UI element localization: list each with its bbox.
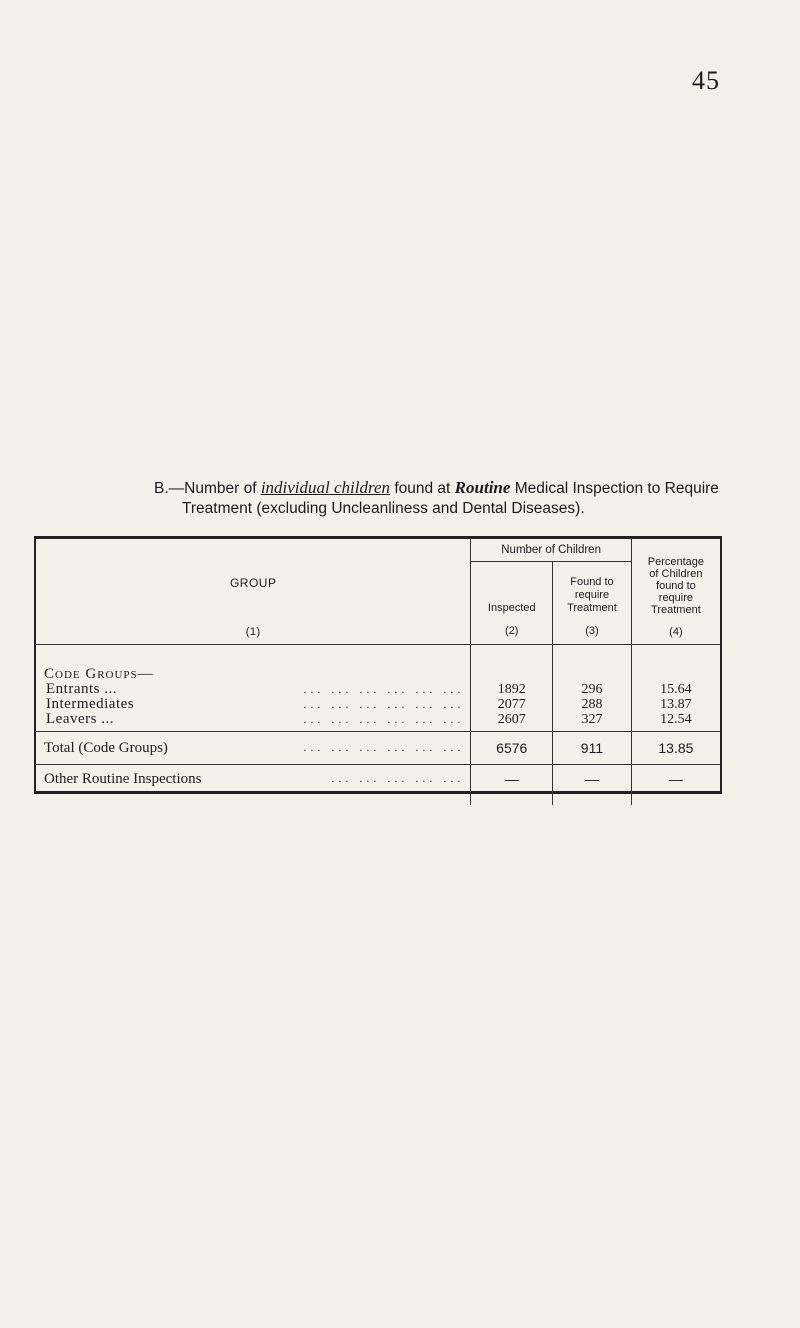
heading-line-1: B.—Number of individual children found at Routine Medical Inspection to Require	[154, 478, 719, 497]
header-percentage-line: of Children	[649, 568, 703, 580]
header-percentage-number: (4)	[669, 626, 683, 638]
header-found-number: (3)	[585, 625, 599, 637]
total-row-label: Total (Code Groups) ... ... ... ... ... ...	[44, 739, 465, 756]
total-percentage: 13.85	[631, 732, 720, 765]
total-inspected: 6576	[471, 732, 553, 765]
table-cell: 13.87	[660, 697, 692, 712]
table-cell: 15.64	[660, 682, 692, 697]
found-values	[553, 645, 632, 732]
heading-routine: Routine	[454, 478, 511, 497]
header-percentage-line: Percentage	[647, 556, 705, 568]
header-found-line: require	[574, 589, 610, 601]
header-inspected-title: Inspected	[487, 602, 536, 614]
other-row-label: Other Routine Inspections ... ... ... ... ...	[44, 771, 465, 787]
treatment-table	[34, 536, 722, 794]
other-found: —	[553, 765, 632, 806]
other-percentage: —	[668, 771, 683, 787]
header-percentage	[631, 539, 720, 645]
header-group-number: (1)	[245, 626, 261, 638]
header-group-title: GROUP	[229, 576, 277, 590]
table-row-label: Intermediates ... ... ... ... ... ...	[46, 696, 465, 712]
total-row-label-cell	[36, 732, 471, 765]
header-inspected	[471, 562, 553, 645]
table-cell: 1892	[497, 682, 526, 697]
header-found-line: Treatment	[567, 602, 617, 614]
table-cell: 12.54	[660, 712, 692, 727]
header-found-line: Found to	[570, 576, 614, 588]
header-inspected-number: (2)	[505, 625, 519, 637]
table-cell: 327	[581, 712, 603, 727]
code-groups-cell	[36, 645, 471, 732]
total-found: 911	[553, 732, 632, 765]
header-percentage-line: require	[658, 592, 694, 604]
table-cell: 2077	[497, 697, 526, 712]
page-number: 45	[692, 66, 720, 95]
table-cell: 296	[581, 682, 603, 697]
other-inspected: —	[471, 765, 553, 806]
header-percentage-line: Treatment	[651, 604, 701, 616]
code-groups-title: Code Groups—	[44, 666, 154, 682]
header-number-of-children: Number of Children	[471, 539, 631, 562]
header-group	[36, 539, 471, 645]
header-found	[553, 562, 632, 645]
table-heading	[154, 478, 782, 519]
inspected-values	[471, 645, 553, 732]
heading-line-2: Treatment (excluding Uncleanliness and Dental Diseases).	[182, 500, 585, 517]
table-cell: 288	[581, 697, 603, 712]
percentage-values	[631, 645, 720, 732]
heading-individual: individual children	[260, 478, 391, 497]
table-row-label: Entrants ... ... ... ... ... ... ...	[46, 681, 465, 697]
other-row-label-cell	[36, 765, 471, 806]
table-row-label: Leavers ... ... ... ... ... ... ...	[46, 711, 465, 727]
header-percentage-line: found to	[656, 580, 696, 592]
table-cell: 2607	[497, 712, 526, 727]
